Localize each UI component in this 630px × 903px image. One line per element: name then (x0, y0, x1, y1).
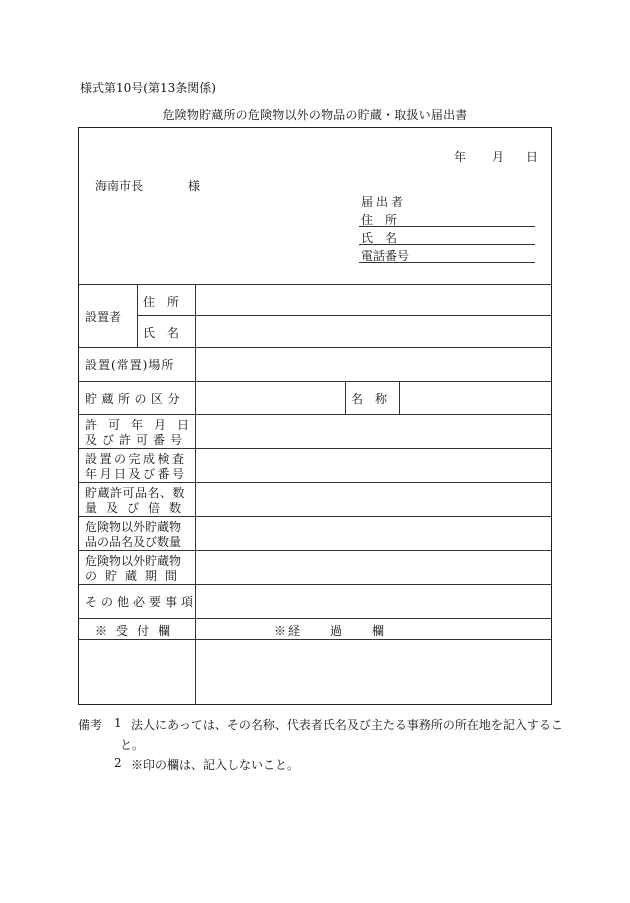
location-field[interactable] (196, 348, 551, 381)
storage-class-field[interactable] (196, 382, 345, 414)
permit-date-label-line1: 許可年月日 (85, 418, 201, 432)
other-matters-label: その他必要事項 (85, 595, 198, 609)
year-label: 年 (454, 150, 467, 164)
inspection-label-line2: 年月日及び番号 (85, 467, 187, 481)
facility-name-field[interactable] (400, 382, 551, 414)
inspection-field[interactable] (196, 449, 551, 482)
notifier-label: 届出者 (361, 195, 407, 209)
form-number: 様式第10号(第13条関係) (80, 81, 216, 95)
notifier-name-line[interactable] (359, 244, 535, 245)
storage-class-label: 貯蔵所の区分 (85, 392, 185, 406)
month-label: 月 (492, 150, 505, 164)
non-hazardous-items-field[interactable] (196, 517, 551, 550)
installer-label: 設置者 (85, 310, 122, 324)
notes-heading: 備考 (78, 718, 103, 732)
permitted-items-label-line1: 貯蔵許可品名、数 (85, 486, 186, 500)
notifier-phone-label: 電話番号 (361, 249, 410, 263)
storage-period-label-line1: 危険物以外貯蔵物 (85, 554, 182, 568)
addressee: 海南市長 (95, 179, 144, 193)
installer-name-field[interactable] (196, 316, 551, 347)
note-2-number: 2 (114, 756, 122, 770)
reception-column-header: ※受付欄 (95, 624, 180, 638)
permit-date-label-line2: 及び許可番号 (85, 433, 188, 447)
non-hazardous-items-label-line2: 品の品名及び数量 (85, 535, 182, 549)
form-title: 危険物貯蔵所の危険物以外の物品の貯蔵・取扱い届出書 (162, 108, 468, 122)
reception-column-cell (79, 640, 195, 704)
permitted-items-label-line2: 量及び倍数 (85, 501, 191, 515)
note-1-number: 1 (114, 716, 122, 730)
storage-period-label-line2: の貯蔵期間 (85, 569, 186, 583)
inspection-label-line1: 設置の完成検査 (85, 452, 187, 466)
permit-date-field[interactable] (196, 415, 551, 448)
note-1-continuation: と。 (120, 738, 145, 752)
notifier-address-label: 住 所 (361, 213, 398, 227)
day-label: 日 (526, 150, 539, 164)
notifier-name-label: 氏 名 (361, 231, 398, 245)
other-matters-field[interactable] (196, 585, 551, 618)
note-2-text: ※印の欄は、記入しないこと。 (131, 758, 300, 772)
progress-column-header: ※経 過 欄 (274, 624, 387, 638)
storage-period-field[interactable] (196, 551, 551, 584)
honorific: 様 (188, 179, 201, 193)
notification-form (78, 127, 552, 705)
installer-address-label: 住 所 (143, 295, 180, 309)
name-label: 名 称 (351, 392, 388, 406)
note-1-text: 法人にあっては、その名称、代表者氏名及び主たる事務所の所在地を記入するこ (131, 718, 563, 732)
permitted-items-field[interactable] (196, 483, 551, 516)
non-hazardous-items-label-line1: 危険物以外貯蔵物 (85, 520, 182, 534)
installer-address-field[interactable] (196, 285, 551, 315)
progress-column-cell (196, 640, 551, 704)
notifier-phone-line[interactable] (359, 262, 535, 263)
location-label: 設置(常置)場所 (85, 358, 175, 372)
installer-name-label: 氏 名 (143, 326, 180, 340)
notifier-address-line[interactable] (359, 226, 535, 227)
